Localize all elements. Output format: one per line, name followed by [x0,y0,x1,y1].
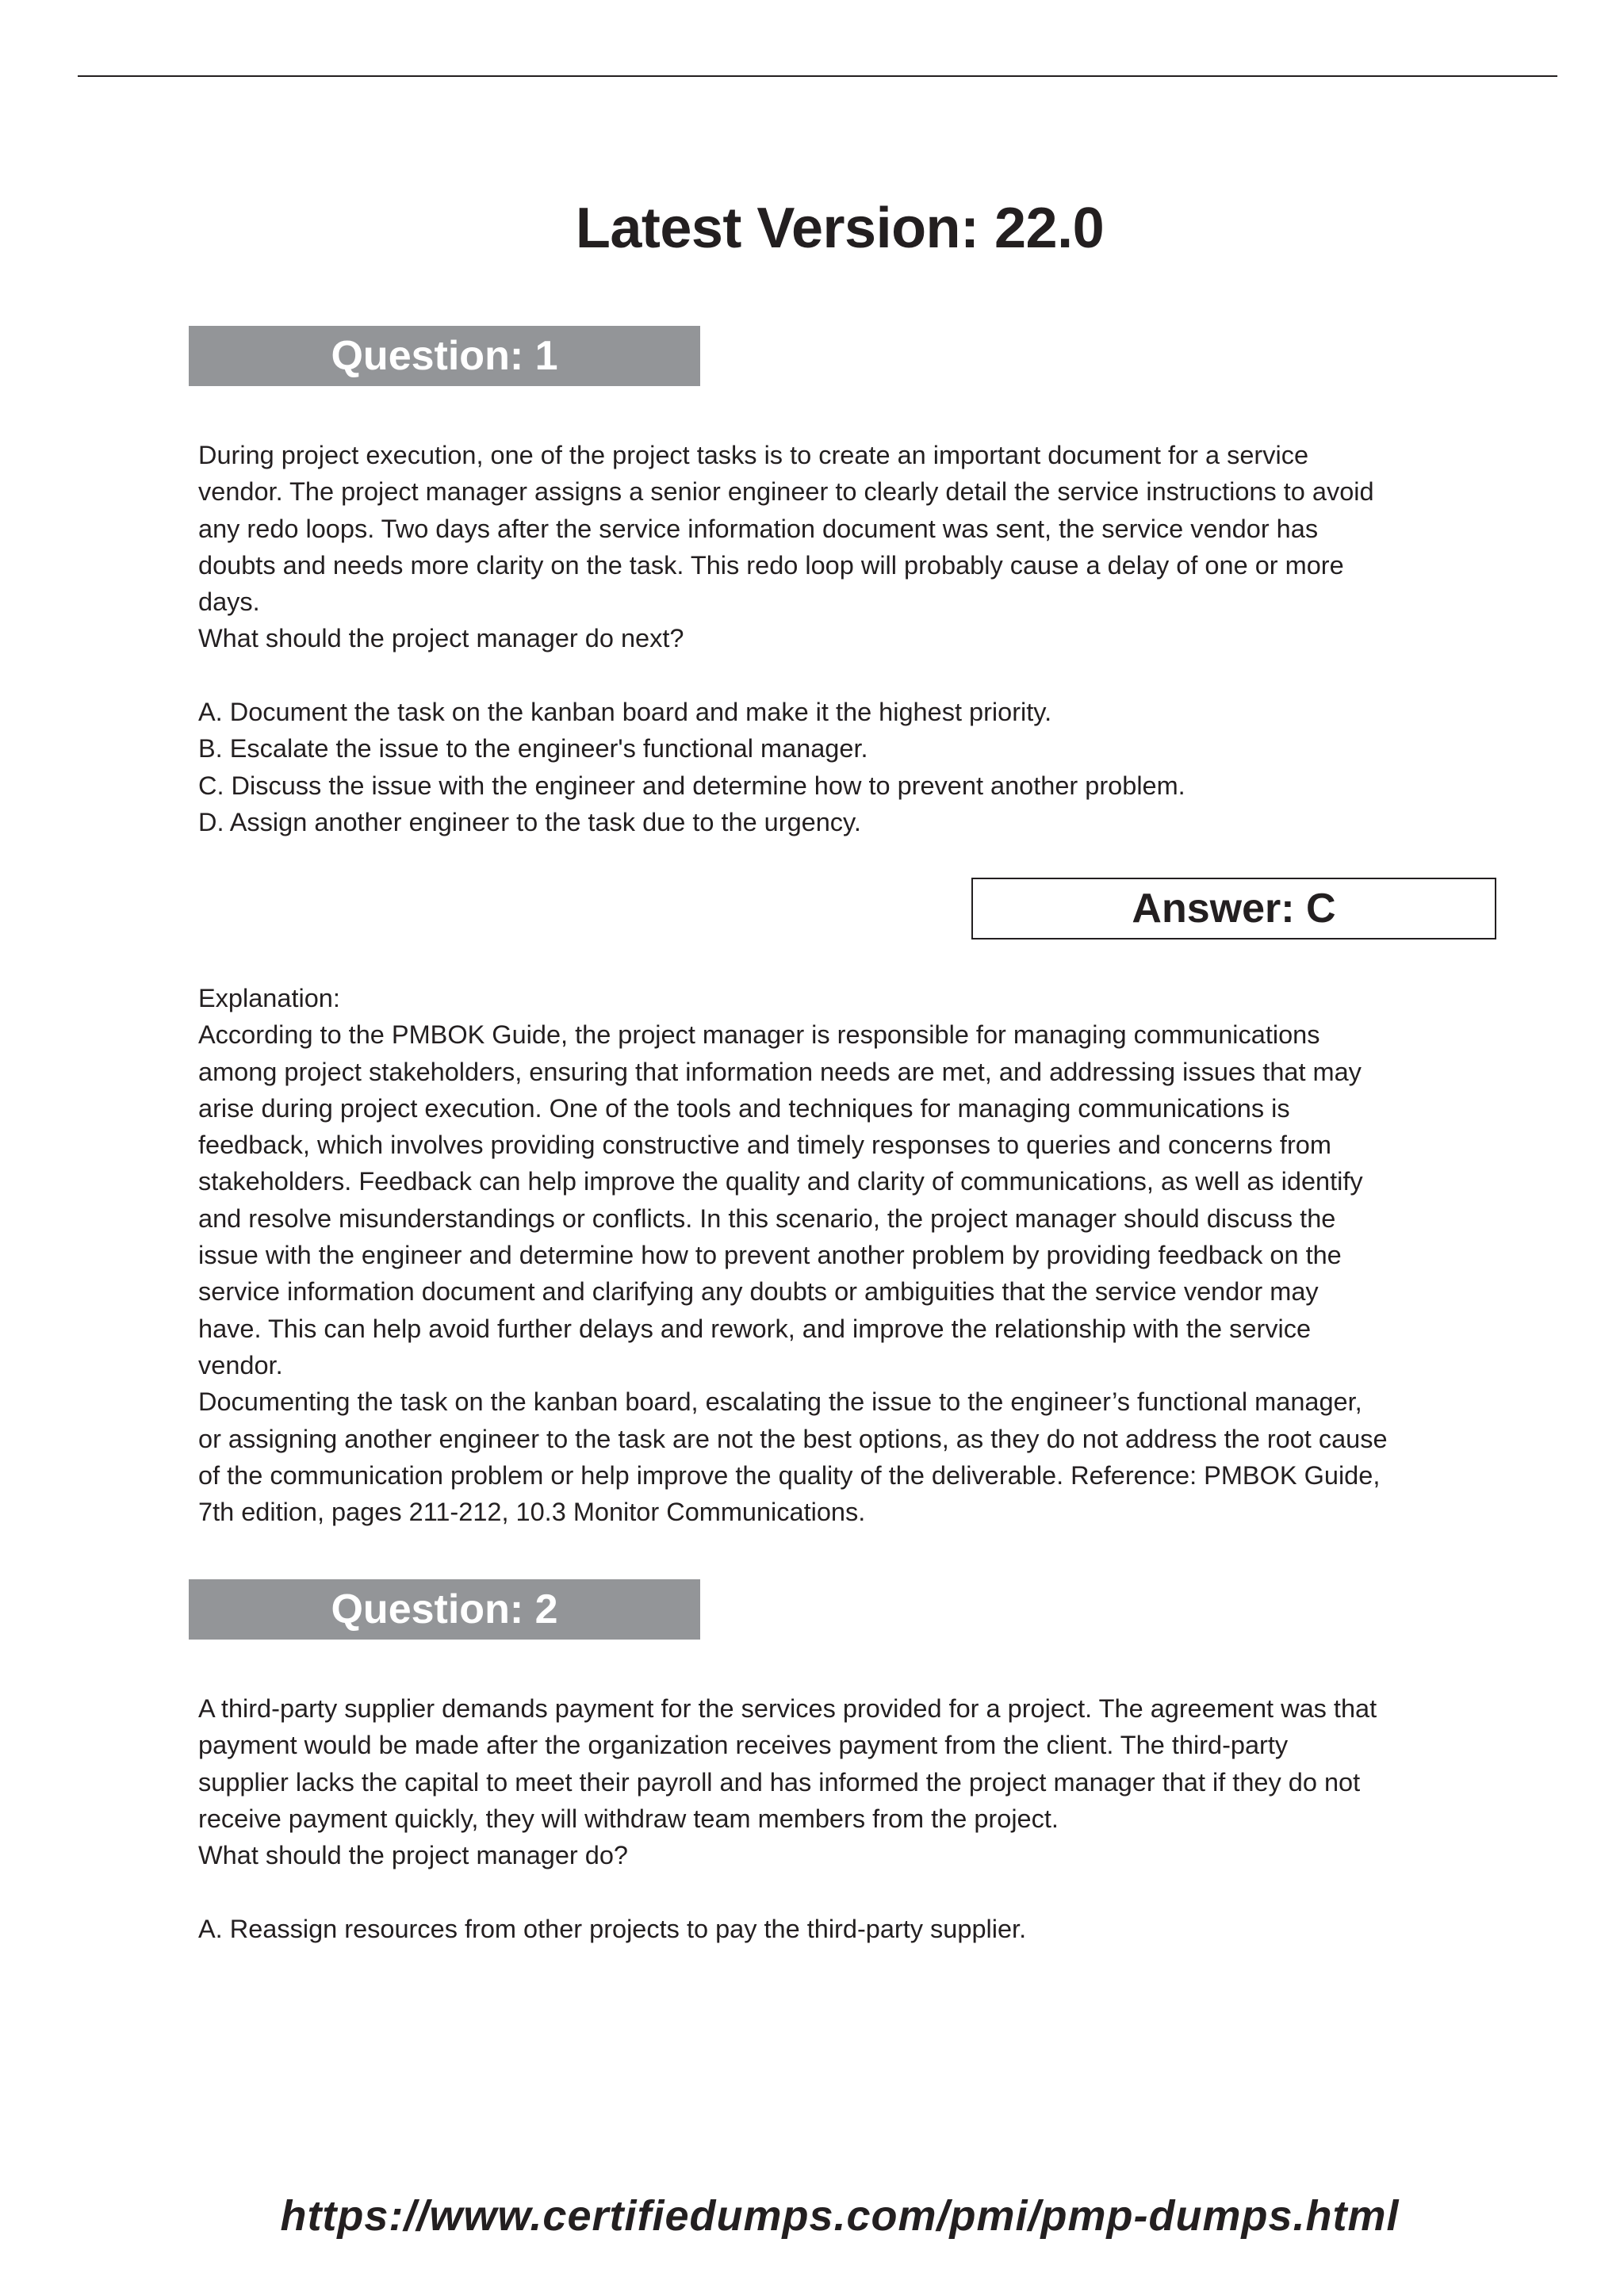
question-2-prompt: What should the project manager do? [198,1841,628,1870]
question-2-body [198,1690,1507,1947]
question-2-option-a: A. Reassign resources from other projects to pay the third-party supplier. [198,1914,1027,1943]
question-2-header: Question: 2 [189,1579,700,1640]
question-1-stem-line: days. [198,587,260,617]
page-title: Latest Version: 22.0 [575,197,1105,260]
explanation-line: or assigning another engineer to the task are not the best options, as they do not address the root cause [198,1424,1388,1453]
question-1-option-a: A. Document the task on the kanban board and make it the highest priority. [198,698,1052,727]
explanation-line: of the communication problem or help improve the quality of the deliverable. Reference: PMBOK Guide, [198,1460,1381,1490]
question-1-option-d: D. Assign another engineer to the task due to the urgency. [198,807,861,836]
top-divider [78,75,1557,77]
explanation-line: stakeholders. Feedback can help improve the quality and clarity of communications, as well as identify [198,1167,1363,1196]
explanation-line: have. This can help avoid further delays and rework, and improve the relationship with the service [198,1314,1312,1343]
explanation-line: arise during project execution. One of the tools and techniques for managing communications is [198,1093,1290,1123]
question-1-answer: Answer: C [971,878,1496,939]
explanation-line: vendor. [198,1350,283,1380]
explanation-label: Explanation: [198,984,340,1012]
explanation-line: Documenting the task on the kanban board, escalating the issue to the engineer’s functional manager, [198,1387,1362,1417]
question-2-stem-line: payment would be made after the organization receives payment from the client. The third-party [198,1731,1289,1760]
question-1-stem-line: During project execution, one of the project tasks is to create an important document for a service [198,441,1309,469]
question-1-option-b: B. Escalate the issue to the engineer's functional manager. [198,734,868,763]
question-1-stem-line: vendor. The project manager assigns a senior engineer to clearly detail the service instructions to avoid [198,477,1374,507]
explanation-line: 7th edition, pages 211-212, 10.3 Monitor Communications. [198,1498,866,1527]
question-2-stem-line: A third-party supplier demands payment for the services provided for a project. The agreement was that [198,1694,1377,1723]
explanation-line: feedback, which involves providing constructive and timely responses to queries and concerns from [198,1131,1331,1160]
explanation-line: among project stakeholders, ensuring that information needs are met, and addressing issues that may [198,1057,1362,1086]
spacer [198,1873,1507,1910]
question-1-stem-line: doubts and needs more clarity on the task. This redo loop will probably cause a delay of one or more [198,550,1344,580]
footer-url-link[interactable]: https://www.certifiedumps.com/pmi/pmp-dumps.html [280,2192,1400,2240]
question-1-option-c: C. Discuss the issue with the engineer and determine how to prevent another problem. [198,771,1185,800]
question-1-stem-line: any redo loops. Two days after the service information document was sent, the service vendor has [198,514,1319,543]
explanation-line: service information document and clarifying any doubts or ambiguities that the service vendor may [198,1277,1319,1307]
question-1-body [198,437,1507,840]
explanation-line: issue with the engineer and determine how to prevent another problem by providing feedback on the [198,1241,1342,1270]
spacer [198,657,1507,694]
explanation-line: and resolve misunderstandings or conflicts. In this scenario, the project manager should discuss the [198,1203,1336,1233]
question-1-prompt: What should the project manager do next? [198,624,684,653]
question-2-stem-line: supplier lacks the capital to meet their payroll and has informed the project manager that if they do not [198,1767,1361,1797]
explanation-line: According to the PMBOK Guide, the project manager is responsible for managing communications [198,1020,1320,1050]
question-1-header: Question: 1 [189,326,700,386]
question-2-stem-line: receive payment quickly, they will withdraw team members from the project. [198,1804,1059,1833]
question-1-explanation [198,980,1507,1530]
